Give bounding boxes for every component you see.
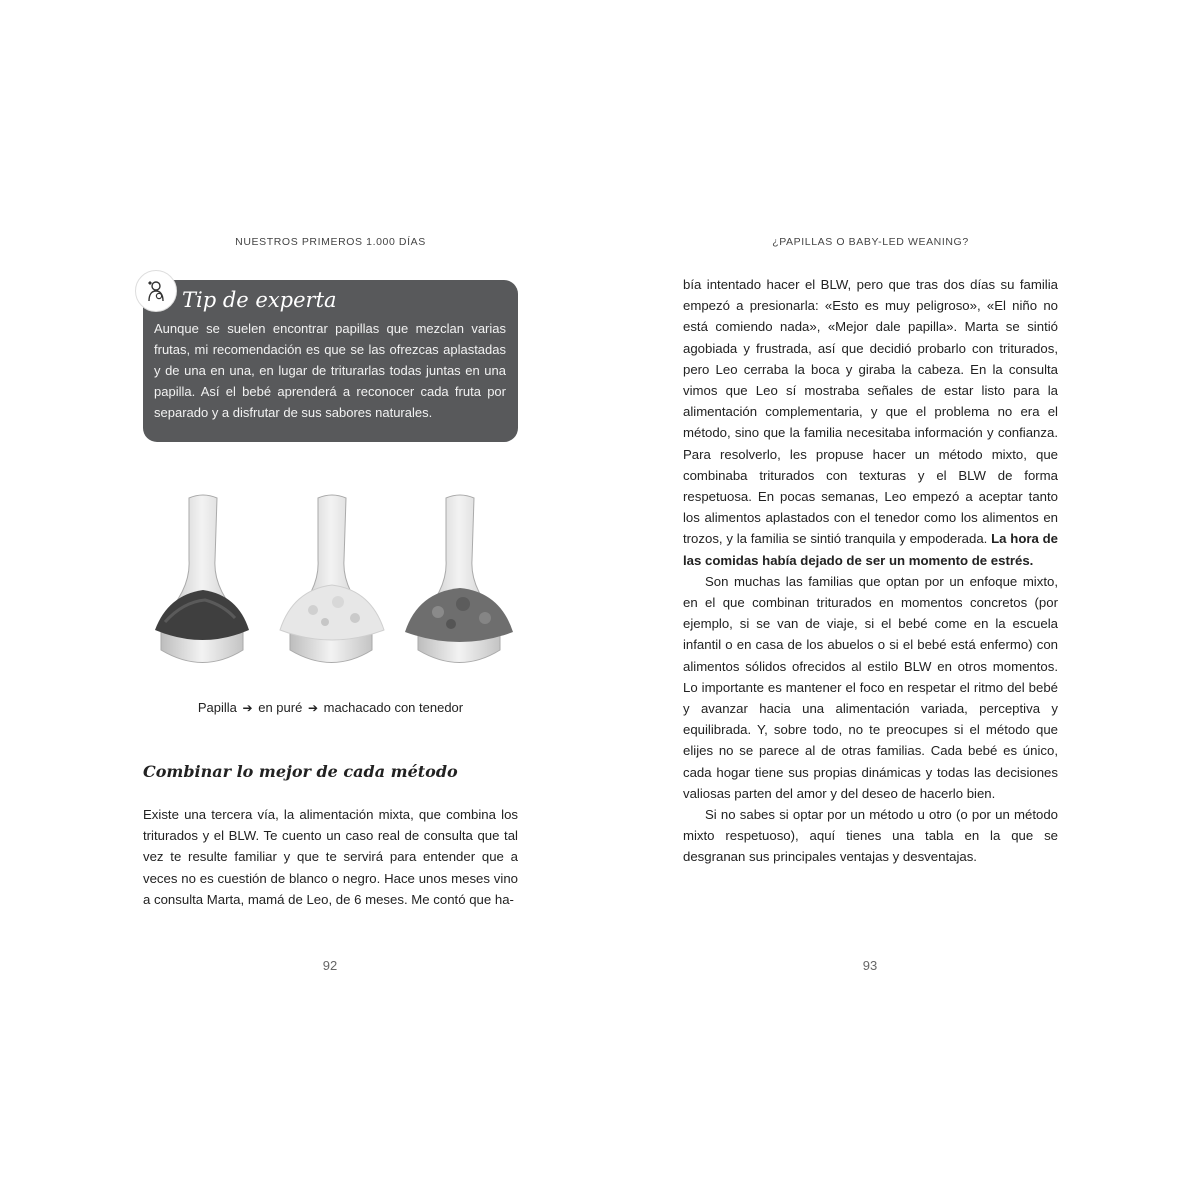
page-number: 92 <box>322 958 338 973</box>
body-paragraph-3: Si no sabes si optar por un método u otro (o por un método mixto respetuoso), aquí tienes una tabla en la que se desgranan sus principales ventajas y desventajas. <box>683 807 1058 865</box>
section-title: Combinar lo mejor de cada método <box>143 762 458 781</box>
body-paragraph: Existe una tercera vía, la alimentación mixta, que combina los triturados y el BLW. Te cuento un caso real de consulta que tal vez te resulte familiar y que te servirá para entender que a veces no es cuestión de blanco o negro. Hace unos meses vino a consulta Marta, mamá de Leo, de 6 meses. Me contó que ha- <box>143 807 518 907</box>
tip-title: Tip de experta <box>182 288 337 312</box>
caption-step-2: en puré <box>258 700 303 715</box>
caption-step-3: machacado con tenedor <box>323 700 464 715</box>
running-head-left: NUESTROS PRIMEROS 1.000 DÍAS <box>235 236 426 248</box>
mother-baby-icon <box>135 270 177 312</box>
tip-text: Aunque se suelen encontrar papillas que mezclan varias frutas, mi recomendación es que se las ofrezcas aplastadas y de una en una, en lugar de triturarlas todas juntas en una papilla. Así el bebé aprenderá a reconocer cada fruta por separado y a disfrutar de sus sabores naturales. <box>154 321 506 420</box>
right-page <box>600 0 1200 1200</box>
page-number: 93 <box>862 958 878 973</box>
spoon-mashed-image <box>280 495 384 663</box>
caption-step-1: Papilla <box>197 700 237 715</box>
body-paragraph-1 <box>683 274 1058 571</box>
highlighted-sentence: La hora de las comidas había dejado de ser un momento de estrés. <box>683 531 1059 568</box>
spoons-illustration <box>143 490 518 680</box>
running-head-right: ¿PAPILLAS O BABY-LED WEANING? <box>772 236 969 248</box>
body-paragraph-2: Son muchas las familias que optan por un enfoque mixto, en el que combinan triturados en momentos concretos (por ejemplo, si se van de viaje, si el bebé come en la escuela infantil o en casa de los abuelos o si el bebé está enfermo) con alimentos sólidos ofrecidos al estilo BLW en otros momentos. Lo importante es mantener el foco en respetar el ritmo del bebé y avanzar hacia una alimentación variada, perceptiva y equilibrada. Y, sobre todo, no te preocupes si el método que elijes no se parece al de otras familias. Cada bebé es único, cada hogar tiene sus propias dinámicas y todas las decisiones valiosas parten del amor y del deseo de hacerlo bien. <box>683 573 1058 801</box>
arrow-right-icon: ➔ <box>242 701 253 715</box>
body-column <box>683 274 1058 868</box>
image-caption <box>143 700 518 715</box>
paragraph-text: bía intentado hacer el BLW, pero que tras dos días su familia empezó a presionarla: «Esto es muy peligroso», «El niño no está comiendo nada», «Mejor dale papilla». Marta se sintió agobiada y frustrada, así que decidió probarlo con triturados, pero Leo cerraba la boca y giraba la cabeza. En la consulta vimos que Leo sí mostraba señales de estar listo para la alimentación complementaria, y que el problema no era el método, sino que la familia necesitaba información y confianza. Para resolverlo, les propuse hacer un método mixto, que combinaba triturados con texturas y el BLW de forma respetuosa. En pocas semanas, Leo empezó a aceptar tanto los alimentos aplastados con el tenedor como los alimentos en trozos, y la familia se sintió tranquila y empoderada. <box>683 277 1058 547</box>
spoon-chunky-image <box>405 495 513 663</box>
spoon-puree-image <box>155 495 249 663</box>
arrow-right-icon: ➔ <box>307 701 318 715</box>
